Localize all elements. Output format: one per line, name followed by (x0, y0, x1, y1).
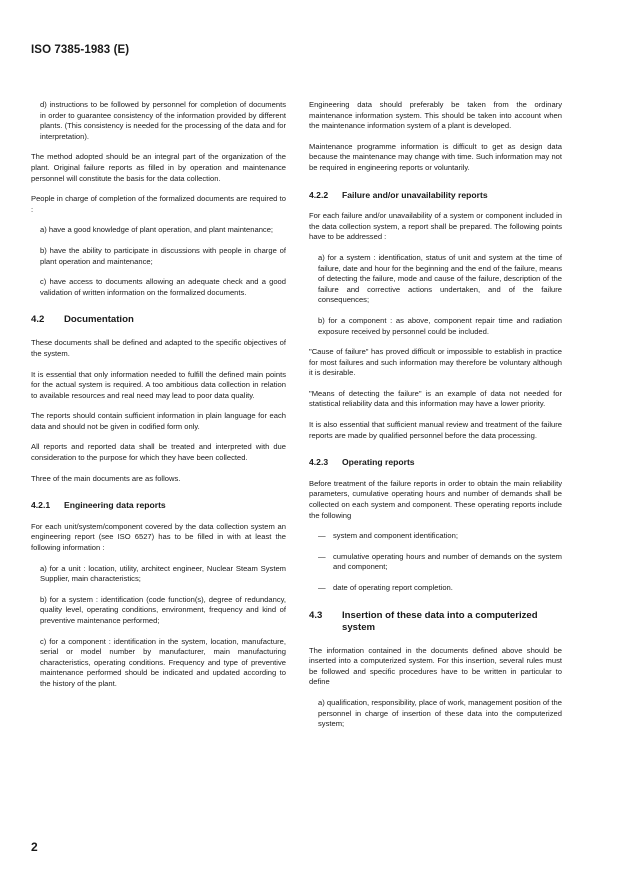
paragraph-each-unit: For each unit/system/component covered by the data collection system an engineering report (see ISO 6527) has to be filled in with at least the following information : (31, 521, 286, 553)
list-item-eng-b: b) for a system : identification (code function(s), degree of redundancy, quality level, operating conditions, environment, frequency and kind of preventive maintenance performed; (40, 594, 286, 625)
section-title: Operating reports (342, 457, 415, 468)
list-item-fail-a: a) for a system : identification, status of unit and system at the time of failure, date and hour for the beginning and the end of the failure, means of detecting the failure, mode and cause of the failure, description of the failure and corrective actions undertaken, and of the failure consequences; (318, 252, 562, 305)
paragraph-cause: "Cause of failure" has proved difficult or impossible to establish in practice for most failures and such information may therefore be voluntary although it is desirable. (309, 347, 562, 378)
section-heading-4-2-3 (309, 457, 562, 468)
paragraph-reports: The reports should contain sufficient information in plain language for each data and should not be given in codified form only. (31, 411, 286, 431)
dash-marker: — (318, 531, 326, 541)
paragraph-people: People in charge of completion of the formalized documents are required to : (31, 194, 286, 214)
section-title: Documentation (64, 314, 134, 326)
dash-text: system and component identification; (333, 531, 458, 541)
section-heading-4-2-2 (309, 190, 562, 201)
paragraph-operating: Before treatment of the failure reports in order to obtain the main reliability parameters, cumulative operating hours and number of demands shall be collected on each system and component. These operating reports include the following (309, 478, 562, 520)
paragraph-failure: For each failure and/or unavailability of a system or component included in the data collection system, a report shall be prepared. The following points have to be addressed : (309, 211, 562, 242)
paragraph-method: The method adopted should be an integral part of the organization of the plant. Original failure reports as filled in by operation and maintenance personnel will constitute the basis for the data collection. (31, 152, 286, 183)
paragraph-docs: These documents shall be defined and adapted to the specific objectives of the system. (31, 338, 286, 358)
list-item-d: d) instructions to be followed by personnel for completion of documents in order to guarantee consistency of the information provided by different plants. (This consistency is needed for the processing of the data and for interpretation). (40, 100, 286, 141)
section-number: 4.3 (309, 609, 323, 621)
paragraph-means: "Means of detecting the failure" is an example of data not needed for statistical reliability data and this information may have a lower priority. (309, 388, 562, 409)
paragraph-essential: It is essential that only information needed to fulfill the defined main points for the actual system is required. A too ambitious data collection in relation to available resources and real need may lead to poor data quality. (31, 369, 286, 400)
paragraph-all: All reports and reported data shall be treated and interpreted with due consideration to the purpose for which they have been collected. (31, 442, 286, 463)
dash-text: cumulative operating hours and number of demands on the system and component; (333, 551, 562, 572)
dash-marker: — (318, 583, 326, 592)
paragraph-maintenance: Maintenance programme information is difficult to get as design data because the maintenance may change with time. Such information may not be required in engineering reports or voluntarily. (309, 141, 562, 172)
paragraph-insertion: The information contained in the documents defined above should be inserted into a computerized system. For this insertion, several rules must be followed and specific procedures have to be written in particular to define (309, 645, 562, 687)
paragraph-review: It is also essential that sufficient manual review and treatment of the failure reports are made by qualified personnel before the data processing. (309, 420, 562, 440)
dash-marker: — (318, 551, 326, 561)
list-item-a: a) have a good knowledge of plant operation, and plant maintenance; (40, 225, 274, 235)
dash-item-2 (309, 552, 562, 573)
section-title: Failure and/or unavailability reports (342, 189, 488, 200)
paragraph-engineering: Engineering data should preferably be taken from the ordinary maintenance information system. This should be taken into account when the maintenance information system of a plant is developed. (309, 100, 562, 131)
dash-item-3 (309, 583, 562, 594)
section-number: 4.2.2 (309, 189, 329, 200)
list-item-fail-b: b) for a component : as above, component repair time and radiation exposure received by personnel could be included. (318, 315, 562, 336)
list-item-b: b) have the ability to participate in discussions with people in charge of plant operation and maintenance; (40, 245, 286, 266)
left-column (31, 100, 286, 700)
list-item-eng-c: c) for a component : identification in the system, location, manufacture, serial or model number by manufacturer, main manufacturing characteristics, operating conditions. Frequency and type of preventive maintenance performed should be indicated and updated according to the history of the plant. (40, 636, 286, 688)
dash-text: date of operating report completion. (333, 583, 453, 592)
section-title: Insertion of these data into a computerized system (342, 609, 538, 633)
list-item-eng-a: a) for a unit : location, utility, architect engineer, Nuclear Steam System Supplier, main characteristics; (40, 563, 286, 584)
section-heading-4-2 (31, 314, 286, 326)
right-column (309, 100, 562, 740)
page-number: 2 (31, 840, 38, 854)
list-item-c: c) have access to documents allowing an adequate check and a good validation of written information on the formalized documents. (40, 277, 286, 297)
dash-item-1 (309, 531, 562, 542)
section-number: 4.2 (31, 314, 45, 326)
section-number: 4.2.1 (31, 500, 51, 511)
list-item-ins-a: a) qualification, responsibility, place of work, management position of the personnel in charge of insertion of these data into the computerized system; (318, 697, 562, 729)
section-heading-4-3 (309, 610, 562, 634)
section-title: Engineering data reports (64, 500, 166, 511)
section-number: 4.2.3 (309, 457, 329, 468)
paragraph-three: Three of the main documents are as follows. (31, 473, 181, 483)
page-header: ISO 7385-1983 (E) (31, 44, 130, 56)
section-heading-4-2-1 (31, 500, 286, 511)
